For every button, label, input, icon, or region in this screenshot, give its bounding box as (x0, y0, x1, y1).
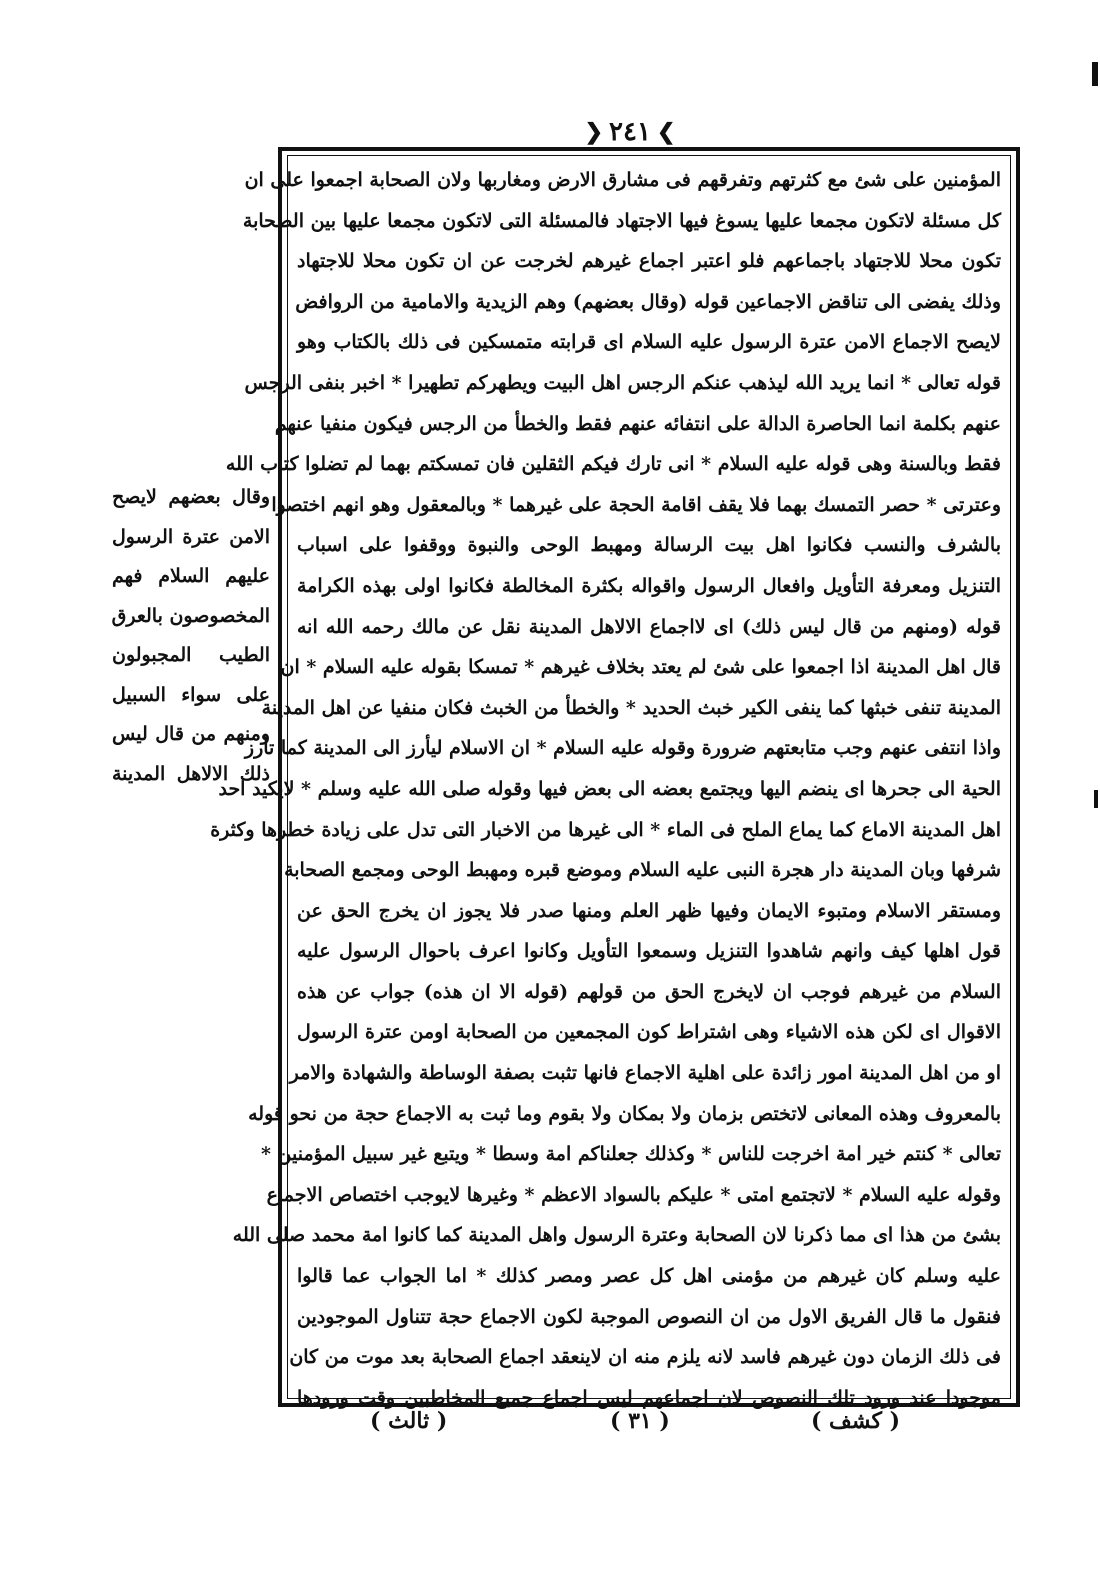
edge-mark (1092, 62, 1098, 86)
text-line: وقوله عليه السلام * لاتجتمع امتى * عليكم بالسواد الاعظم * وغيرها لايوجب اختصاص الاجماع (266, 1183, 1001, 1206)
text-line: عنهم بكلمة انما الحاصرة الدالة على انتفائه عنهم فقط والخطأ من الرجس فيكون منفيا عنهم (274, 412, 1001, 435)
page-footer (330, 1402, 930, 1446)
margin-note-line: عليهم السلام فهم (112, 565, 270, 587)
ornament-right: ❯ (656, 119, 676, 145)
text-line: شرفها وبان المدينة دار هجرة النبى عليه السلام وموضع قبره ومهبط الوحى ومجمع الصحابة (284, 859, 1001, 882)
footer-book-label: ( كشف ) (810, 1408, 900, 1434)
text-line: قول اهلها كيف وانهم شاهدوا التنزيل وسمعوا التأويل وكانوا اعرف باحوال الرسول عليه (297, 940, 1001, 963)
text-line: ومستقر الاسلام ومتبوء الايمان وفيها ظهر العلم ومنها صدر فلا يجوز ان يخرج الحق عن (297, 899, 1001, 922)
ornament-left: ❮ (584, 119, 604, 145)
text-line: بالمعروف وهذه المعانى لاتختص بزمان ولا بمكان ولا بقوم وما ثبت به الاجماع حجة من نحو قوله (248, 1102, 1001, 1125)
text-line: تعالى * كنتم خير امة اخرجت للناس * وكذلك جعلناكم امة وسطا * ويتبع غير سبيل المؤمنين * (261, 1143, 1001, 1166)
text-line: المدينة تنفى خبثها كما ينفى الكير خبث الحديد * والخطأ من الخبث فكان منفيا عن اهل المدينة (261, 696, 1001, 719)
text-line: فنقول ما قال الفريق الاول من ان النصوص الموجبة لكون الاجماع حجة تتناول الموجودين (297, 1305, 1001, 1328)
text-line: بالشرف والنسب فكانوا اهل بيت الرسالة ومهبط الوحى والنبوة ووقفوا على اسباب (297, 534, 1001, 557)
text-line: قوله تعالى * انما يريد الله ليذهب عنكم الرجس اهل البيت ويطهركم تطهيرا * اخبر بنفى الرجس (244, 371, 1001, 394)
text-line: بشئ من هذا اى مما ذكرنا لان الصحابة وعترة الرسول واهل المدينة كما كانوا امة محمد صلى الله (232, 1224, 1001, 1247)
text-line: او من اهل المدينة امور زائدة على اهلية الاجماع فانها تثبت بصفة الوساطة والشهادة والامر (289, 1062, 1001, 1085)
page-number: ٢٤١ (609, 117, 651, 147)
text-line: قال اهل المدينة اذا اجمعوا على شئ لم يعتد بخلاف غيرهم * تمسكا بقوله عليه السلام * ان (280, 656, 1001, 679)
footer-volume-label: ( ثالث ) (370, 1408, 448, 1434)
text-line: فقط وبالسنة وهى قوله عليه السلام * انى تارك فيكم الثقلين فان تمسكتم بهما لم تضلوا كتاب الله (225, 453, 1001, 476)
text-line: المؤمنين على شئ مع كثرتهم وتفرقهم فى مشارق الارض ومغاربها ولان الصحابة اجمعوا على ان (244, 169, 1001, 191)
text-line: تكون محلا للاجتهاد باجماعهم فلو اعتبر اجماع غيرهم لخرجت عن ان تكون محلا للاجتهاد (297, 250, 1001, 273)
margin-note-line: ذلك الالاهل المدينة (112, 762, 270, 785)
edge-mark (1094, 790, 1098, 808)
text-line: وعترتى * حصر التمسك بهما فلا يقف اقامة الحجة على غيرهما * وبالمعقول وهو انهم اختصوا (271, 493, 1001, 516)
text-line: الاقوال اى لكن هذه الاشياء وهى اشتراط كون المجمعين من الصحابة اومن عترة الرسول (297, 1021, 1001, 1044)
text-line: وذلك يفضى الى تناقض الاجماعين قوله (وقال بعضهم) وهم الزيدية والامامية من الروافض (295, 290, 1001, 313)
text-line: فى ذلك الزمان دون غيرهم فاسد لانه يلزم منه ان لاينعقد اجماع الصحابة بعد موت من كان (289, 1346, 1001, 1369)
text-line: عليه وسلم كان غيرهم من مؤمنى اهل كل عصر ومصر كذلك * اما الجواب عما قالوا (297, 1265, 1001, 1288)
margin-note-line: الطيب المجبولون (112, 644, 270, 666)
text-line: التنزيل ومعرفة التأويل وافعال الرسول واقواله بكثرة المخالطة فكانوا اولى بهذه الكرامة (297, 574, 1001, 597)
margin-note-line: الامن عترة الرسول (112, 525, 270, 548)
text-line: كل مسئلة لاتكون مجمعا عليها يسوغ فيها الاجتهاد فالمسئلة التى لاتكون مجمعا عليها بين الصحابة (242, 209, 1001, 232)
footer-signature-number: ( ٣١ ) (610, 1408, 670, 1434)
text-line: السلام من غيرهم فوجب ان لايخرج الحق من قولهم (قوله الا ان هذه) جواب عن هذه (297, 980, 1001, 1003)
page-number-header (560, 112, 700, 152)
margin-note-line: ومنهم من قال ليس (112, 723, 270, 745)
text-line: موجودا عند ورود تلك النصوص لان اجماعهم ليس اجماع جميع المخاطبين وقت ورودها (297, 1386, 1001, 1409)
text-line: لايصح الاجماع الامن عترة الرسول عليه السلام اى قرابته متمسكين فى ذلك بالكتاب وهو (297, 331, 1001, 354)
text-line: الحية الى جحرها اى ينضم اليها ويجتمع بعضه الى بعض فيها وقوله صلى الله عليه وسلم * لايكيد احد (218, 777, 1001, 800)
text-line: واذا انتفى عنهم وجب متابعتهم ضرورة وقوله عليه السلام * ان الاسلام ليأرز الى المدينة كما تأرز (244, 737, 1001, 760)
text-line: قوله (ومنهم من قال ليس ذلك) اى لااجماع الالاهل المدينة نقل عن مالك رحمه الله انه (297, 615, 1001, 638)
margin-note-line: وقال بعضهم لايصح (112, 486, 270, 508)
margin-note-line: على سواء السبيل (112, 683, 270, 706)
main-text-block (210, 160, 1001, 1409)
margin-note-line: المخصوصون بالعرق (111, 604, 270, 627)
margin-note (112, 478, 270, 794)
text-line: اهل المدينة الاماع كما يماع الملح فى الماء * الى غيرها من الاخبار التى تدل على زيادة خطرها وكثرة (210, 818, 1001, 841)
